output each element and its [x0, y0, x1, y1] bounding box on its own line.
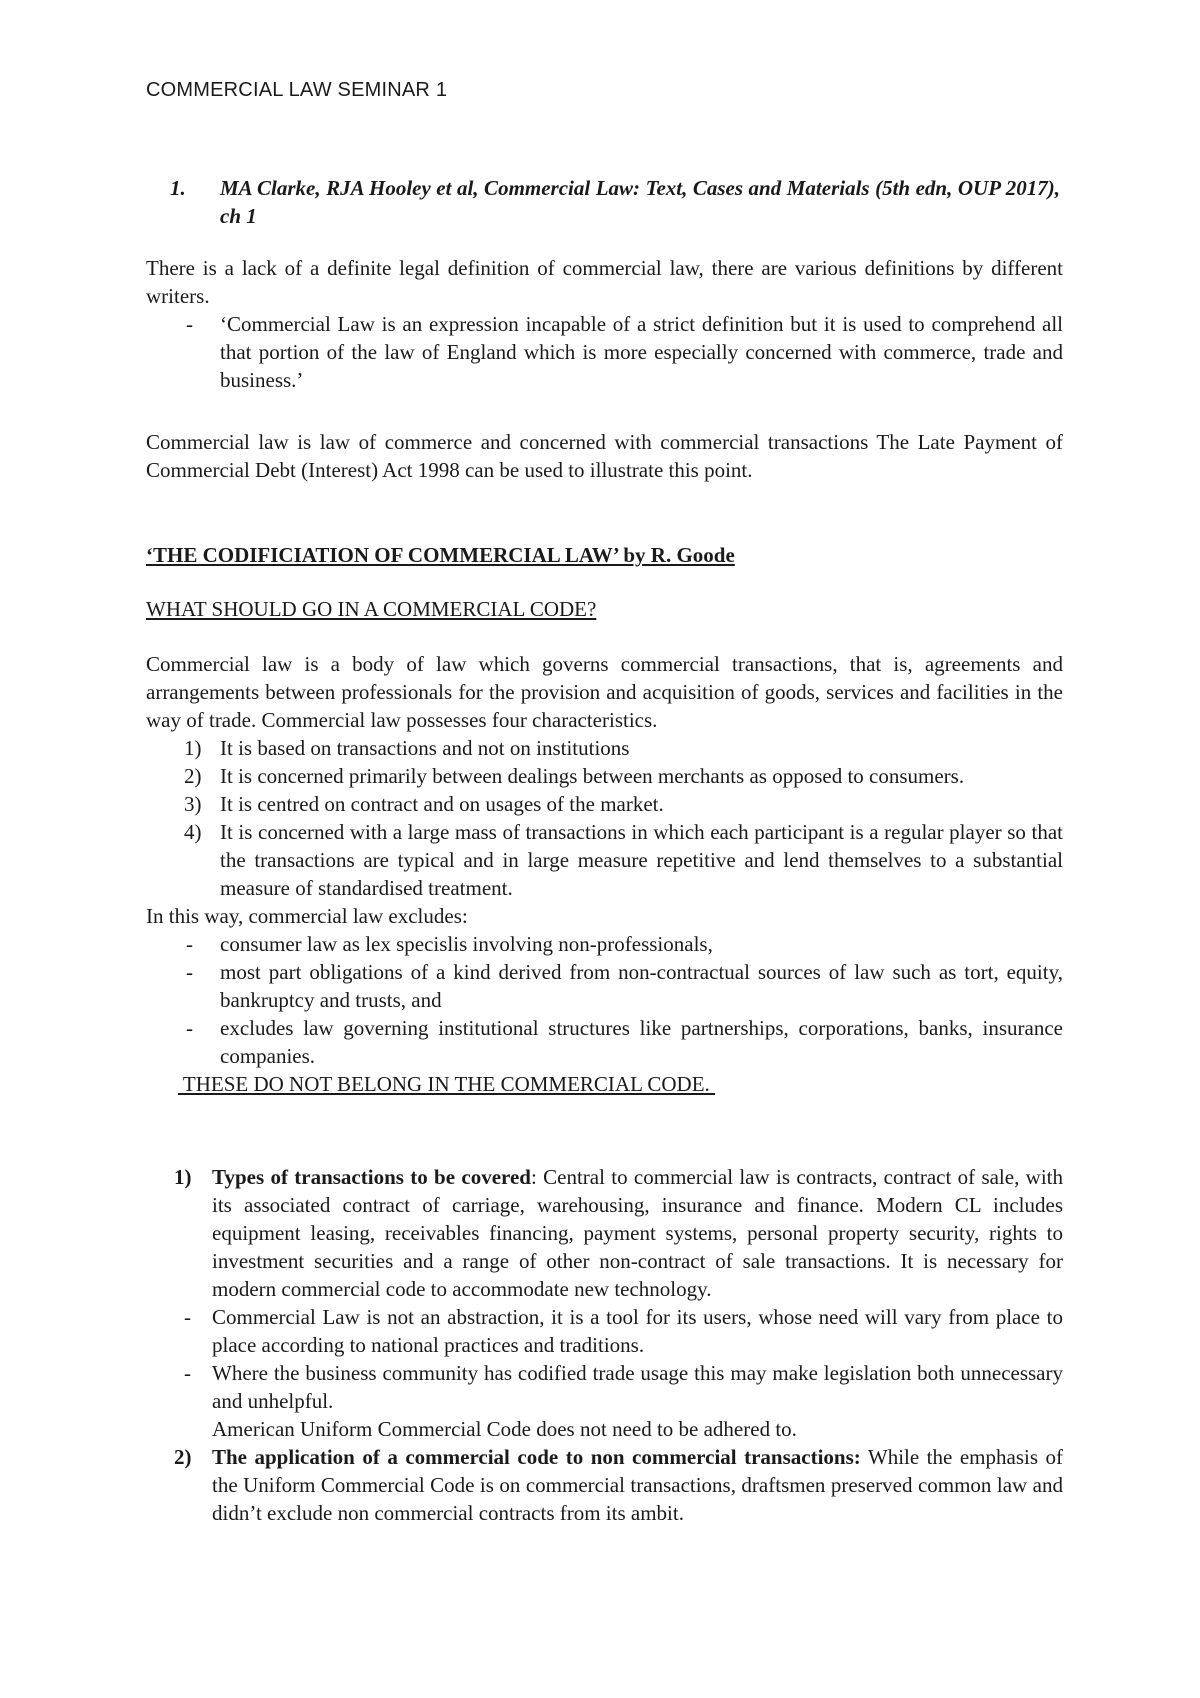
reference-number: 1.: [170, 176, 186, 200]
definition-quote: ‘Commercial Law is an expression incapable of a strict definition but it is used to comprehend all that portion of the law of England which is more especially concerned with commerce, trade and business.’: [220, 312, 1063, 392]
characteristic-text: It is concerned primarily between dealings between merchants as opposed to consumers.: [220, 764, 965, 788]
bullet-text: Commercial Law is not an abstraction, it is a tool for its users, whose need will vary from place to place according to national practices and traditions.: [212, 1305, 1063, 1357]
list-number: 3): [184, 792, 202, 816]
section-text: : Central to commercial law is contracts, contract of sale, with its associated contract of carriage, warehousing, insurance and finance. Modern CL includes equipment leasing, receivables financing, payment systems, personal property security, rights to investment securities and a range of other non-contract of sale transactions. It is necessary for modern commercial code to accommodate new technology.: [212, 1165, 1063, 1301]
characteristic-item: [146, 734, 1063, 762]
section-1: [146, 1163, 1063, 1303]
section-1-bullet: [146, 1303, 1063, 1359]
not-belong-line: [146, 1070, 1063, 1098]
dash-marker: -: [186, 1016, 193, 1040]
goode-subheading: WHAT SHOULD GO IN A COMMERCIAL CODE?: [146, 597, 597, 621]
quote-item: [146, 310, 1063, 394]
characteristic-item: [146, 762, 1063, 790]
intro-paragraph: There is a lack of a definite legal definition of commercial law, there are various definitions by different writers.: [146, 256, 1063, 308]
list-number: 4): [184, 820, 202, 844]
list-number: 2): [184, 764, 202, 788]
dash-marker: -: [184, 1361, 191, 1385]
intro-section: [146, 254, 1063, 394]
excludes-text: excludes law governing institutional structures like partnerships, corporations, banks, insurance companies.: [220, 1016, 1063, 1068]
section-number: 1): [174, 1165, 192, 1189]
not-belong-text: THESE DO NOT BELONG IN THE COMMERCIAL CODE.: [178, 1072, 716, 1096]
section-1-after: American Uniform Commercial Code does not need to be adhered to.: [212, 1417, 797, 1441]
section-text: While the emphasis of the Uniform Commercial Code is on commercial transactions, draftsmen preserved common law and didn’t exclude non commercial contracts from its ambit.: [212, 1445, 1063, 1525]
section-title: The application of a commercial code to non commercial transactions:: [212, 1445, 861, 1469]
goode-section: [146, 650, 1063, 1098]
reference-item: [170, 174, 1060, 230]
page-header: COMMERCIAL LAW SEMINAR 1: [146, 79, 448, 101]
excludes-item: [146, 1014, 1063, 1070]
characteristic-item: [146, 790, 1063, 818]
dash-marker: -: [186, 932, 193, 956]
dash-marker: -: [184, 1305, 191, 1329]
intro-paragraph-2: Commercial law is law of commerce and concerned with commercial transactions The Late Payment of Commercial Debt (Interest) Act 1998 can be used to illustrate this point.: [146, 430, 1063, 482]
characteristic-text: It is based on transactions and not on institutions: [220, 736, 630, 760]
goode-paragraph: Commercial law is a body of law which governs commercial transactions, that is, agreements and arrangements between professionals for the provision and acquisition of goods, services and facilities in the way of trade. Commercial law possesses four characteristics.: [146, 652, 1063, 732]
goode-heading: ‘THE CODIFICIATION OF COMMERCIAL LAW’ by R. Goode: [146, 543, 735, 567]
characteristic-item: [146, 818, 1063, 902]
reference-text: MA Clarke, RJA Hooley et al, Commercial Law: Text, Cases and Materials (5th edn, OUP 2017), ch 1: [220, 176, 1060, 228]
dash-marker: -: [186, 312, 193, 336]
section-title: Types of transactions to be covered: [212, 1165, 531, 1189]
excludes-intro: In this way, commercial law excludes:: [146, 904, 468, 928]
excludes-item: [146, 958, 1063, 1014]
bullet-text: Where the business community has codified trade usage this may make legislation both unnecessary and unhelpful.: [212, 1361, 1063, 1413]
characteristic-text: It is concerned with a large mass of transactions in which each participant is a regular player so that the transactions are typical and in large measure repetitive and lend themselves to a substantial measure of standardised treatment.: [220, 820, 1063, 900]
dash-marker: -: [186, 960, 193, 984]
list-number: 1): [184, 736, 202, 760]
section-number: 2): [174, 1445, 192, 1469]
characteristic-text: It is centred on contract and on usages of the market.: [220, 792, 664, 816]
excludes-item: [146, 930, 1063, 958]
excludes-text: most part obligations of a kind derived from non-contractual sources of law such as tort, equity, bankruptcy and trusts, and: [220, 960, 1063, 1012]
excludes-text: consumer law as lex specislis involving non-professionals,: [220, 932, 713, 956]
sections: [146, 1163, 1063, 1527]
section-2: [146, 1443, 1063, 1527]
section-1-bullet: [146, 1359, 1063, 1415]
